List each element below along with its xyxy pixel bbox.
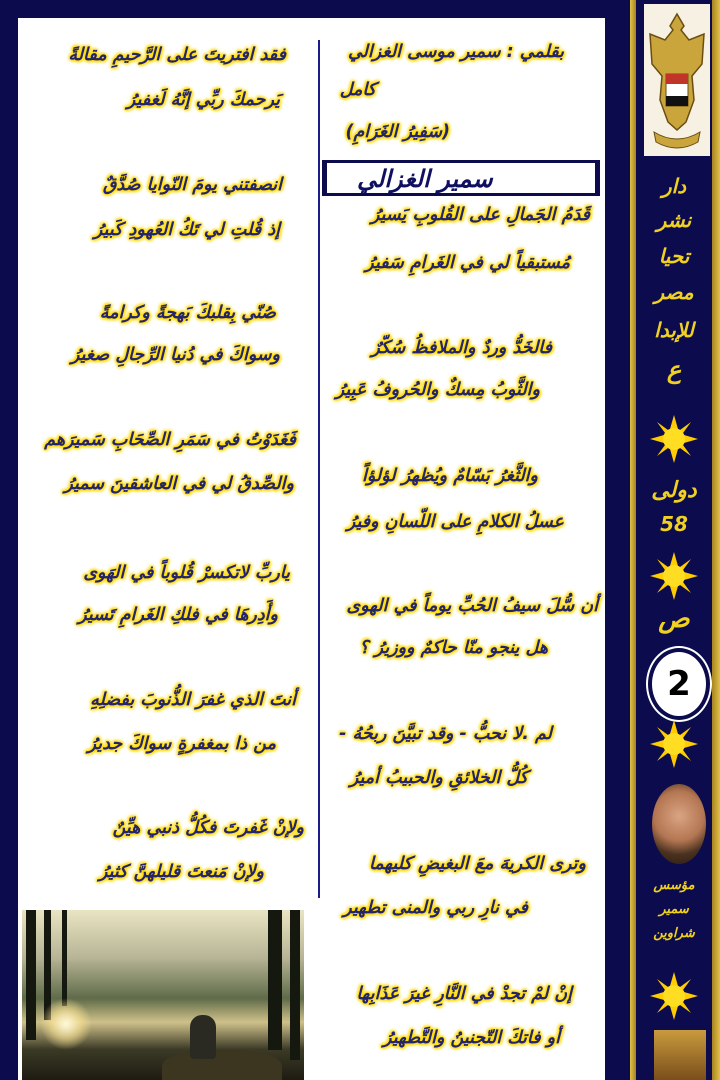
column-divider	[318, 40, 320, 898]
sidebar-border	[712, 0, 720, 1080]
page-number: 2	[648, 648, 710, 720]
verse-line: فالخَدُّ وردٌ والملافظُ سُكّرٌ	[371, 338, 552, 358]
publisher-word: للإبدا	[654, 318, 694, 342]
byline: بقلمي : سمير موسى الغزالي	[347, 42, 564, 62]
verse-line: أنتَ الذي غفرَ الذُّنوبَ بفضلِهِ	[90, 690, 296, 710]
publisher-word: ع	[666, 356, 682, 384]
verse-line: والصِّدقُ لي في العاشقينَ سميرُ	[64, 474, 294, 494]
sidebar	[630, 0, 720, 1080]
founder-label: مؤسس	[653, 878, 695, 893]
verse-line: أو فاتكَ التّجنينُ والتَّطهيرُ	[383, 1028, 560, 1048]
sun-icon	[650, 415, 698, 463]
verse-line: ولإنْ مَنعتَ قليلهنَّ كثيرُ	[98, 862, 264, 882]
verse-line: والثَّوبُ مِسكٌ والحُروفُ عَبِيرُ	[335, 380, 540, 400]
publisher-word: دار	[661, 174, 687, 198]
author-name-box	[322, 160, 600, 196]
verse-line: وأَدِرهَا في فلكِ الغَرامِ تَسيرُ	[78, 605, 278, 625]
verse-line: والثَّغرُ بَسّامٌ ويُظهرُ لؤلؤاً	[362, 466, 538, 486]
founder-photo	[652, 784, 706, 864]
verse-line: من ذا بمغفرةٍ سواكَ جديرُ	[87, 734, 276, 754]
sidebar-border	[630, 0, 636, 1080]
verse-line: كُلُّ الخلائقِ والحبيبُ أميرُ	[349, 768, 528, 788]
egyptian-eagle-icon	[644, 4, 710, 156]
sun-icon	[650, 972, 698, 1020]
verse-line: ياربِّ لاتكسرْ قُلوباً في الهَوى	[83, 563, 290, 583]
verse-line: فقد افتريتَ على الرَّحيمِ مقالةً	[68, 45, 286, 65]
publisher-word: مصر	[654, 280, 694, 304]
verse-line: قَدَمُ الجَمالِ على القُلوبِ يَسيرُ	[370, 205, 590, 225]
verse-line: انصفتني يومَ النّوايا صُدَّقٌ	[102, 175, 282, 195]
verse-line: عسلُ الكلامِ على اللّسانِ وفيرُ	[346, 512, 564, 532]
international-label: دولى	[651, 478, 697, 503]
landscape-photo	[22, 910, 304, 1080]
poem-title: (سَفِيرُ الغَرَامِ)	[345, 122, 450, 142]
sun-icon	[650, 720, 698, 768]
verse-line: فَغَدَوْتُ في سَمَرِ الصِّحَابِ سَميرَهم	[44, 430, 296, 450]
verse-line: هل ينجو منّا حاكمٌ ووزيرُ ؟	[359, 638, 548, 658]
verse-line: مُستبقياً لي في الغَرامِ سَفيرُ	[365, 253, 570, 273]
sun-icon	[650, 552, 698, 600]
verse-line: إنْ لمْ تجدْ في النَّارِ غيرَ عَذَابِها	[356, 984, 572, 1004]
author-name: سمير الغزالي	[357, 165, 493, 193]
verse-line: وترى الكريهَ معَ البغيضِ كليهما	[368, 854, 586, 874]
subtitle: كامل	[339, 80, 376, 100]
publisher-word: تحيا	[658, 244, 690, 268]
verse-line: ولإنْ غَفرتَ فكُلُّ ذنبي هيِّنٌ	[112, 818, 304, 838]
verse-line: أن سُّلَ سيفُ الحُبِّ يوماً في الهوى	[346, 596, 598, 616]
verse-line: لم .لا نحبُّ - وقد تبيَّنَ ربحُهُ -	[339, 724, 552, 744]
founder-label: سمير	[659, 902, 689, 917]
verse-line: يَرحمكَ ربِّي إنَّهُ لَغفيرُ	[126, 90, 280, 110]
verse-line: وسواكَ في دُنيا الرِّجالِ صغيرُ	[71, 345, 280, 365]
international-number: 58	[660, 512, 688, 536]
verse-line: في نارِ ربي والمنى تطهير	[343, 898, 528, 918]
page-label: ص	[658, 604, 690, 634]
verse-line: إذ قُلتِ لي تَكُ العُهودِ كَبيرُ	[93, 220, 280, 240]
pharaoh-icon	[654, 1030, 706, 1080]
founder-label: شراوين	[653, 926, 695, 941]
publisher-word: نشر	[656, 208, 692, 232]
verse-line: صُنّي بِقلبكَ بَهجةً وكرامةً	[99, 303, 276, 323]
